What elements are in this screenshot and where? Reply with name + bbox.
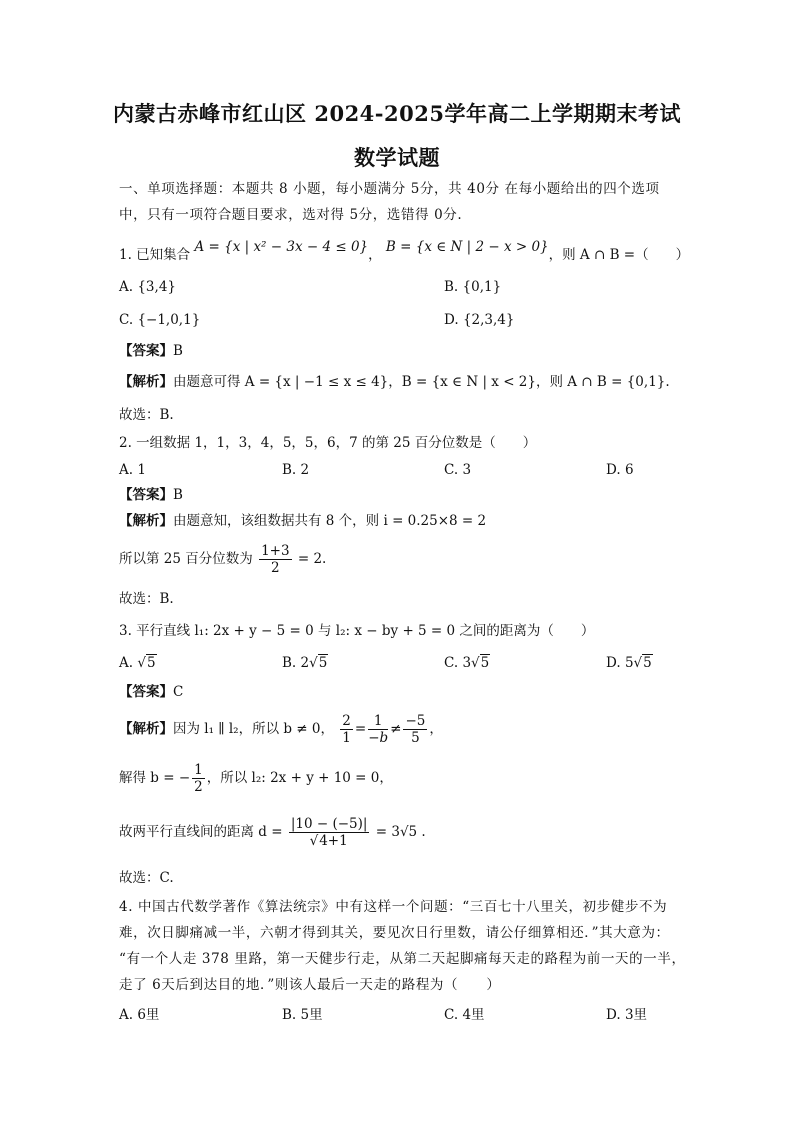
denominator: 5 xyxy=(411,730,420,746)
coef: 2 xyxy=(300,655,310,671)
option-text: 6里 xyxy=(137,1007,160,1023)
text: = 3√5 . xyxy=(375,824,426,840)
q3-option-d: D. 5√5 xyxy=(606,655,652,671)
q3-solve-line xyxy=(119,760,393,796)
q4-stem-line4: 走了 6天后到达目的地．”则该人最后一天走的路程为（ ） xyxy=(119,977,501,993)
q1-set-a: A = {x | x² − 3x − 4 ≤ 0} xyxy=(194,239,369,255)
option-label: C. xyxy=(444,1007,459,1023)
q4-option-b xyxy=(282,1006,323,1024)
option-label: C. xyxy=(119,312,134,328)
fraction xyxy=(192,762,205,795)
answer-tag: 【答案】 xyxy=(119,684,173,700)
option-label: A. xyxy=(119,462,134,478)
analysis-text: 由题意可得 A = {x | −1 ≤ x ≤ 4}，B = {x ∈ N | x < 2}，则 A ∩ B = {0,1}. xyxy=(173,374,670,390)
answer-value: B xyxy=(173,487,183,503)
numerator: 1+3 xyxy=(261,543,290,559)
analysis-tag: 【解析】 xyxy=(119,721,173,737)
q2-option-d xyxy=(606,461,634,479)
option-text: 1 xyxy=(137,462,146,478)
q1-option-a xyxy=(119,278,176,296)
q1-analysis xyxy=(119,373,670,391)
section-instructions-line1: 一、单项选择题：本题共 8 小题，每小题满分 5分，共 40分 在每小题给出的四个选项 xyxy=(119,181,660,197)
option-label: B. xyxy=(282,1007,297,1023)
option-label: B. xyxy=(444,279,459,295)
q4-stem-line2: 难，次日脚痛减一半，六朝才得到其关，要见次日行里数，请公仔细算相还．”其大意为： xyxy=(119,925,670,941)
option-text: {0,1} xyxy=(462,279,502,295)
option-text: {−1,0,1} xyxy=(137,312,201,328)
radicand: 5 xyxy=(318,655,328,671)
numerator: |10 − (−5)| xyxy=(290,816,368,832)
radicand: 4+1 xyxy=(319,833,348,849)
q4-option-d xyxy=(606,1006,647,1024)
q1-option-b xyxy=(444,278,501,296)
option-label: D. xyxy=(606,655,621,671)
q3-stem: 3. 平行直线 l₁: 2x + y − 5 = 0 与 l₂: x − by + 5 = 0 之间的距离为（ ） xyxy=(119,623,595,639)
numerator: 2 xyxy=(342,713,351,729)
q3-option-c: C. 3√5 xyxy=(444,655,490,671)
text: 所以第 25 百分位数为 xyxy=(119,551,253,567)
denominator: 2 xyxy=(271,560,280,576)
q4-option-c xyxy=(444,1006,485,1024)
denominator: 1 xyxy=(342,730,351,746)
q2-answer xyxy=(119,486,183,504)
option-text: 5里 xyxy=(300,1007,323,1023)
answer-tag: 【答案】 xyxy=(119,343,173,359)
q1-comma: ， xyxy=(368,247,382,263)
q2-option-b xyxy=(282,461,309,479)
option-label: D. xyxy=(606,462,621,478)
q4-stem-line3: “有一个人走 378 里路，第一天健步行走，从第二天起脚痛每天走的路程为前一天的一半， xyxy=(119,951,686,967)
q1-stem-prefix: 1. 已知集合 xyxy=(119,247,191,263)
option-text: {3,4} xyxy=(137,279,176,295)
q3-conclusion: 故选：C. xyxy=(119,870,174,886)
q2-option-a xyxy=(119,461,146,479)
not-equal-sign: ≠ xyxy=(390,721,402,737)
option-label: D. xyxy=(606,1007,621,1023)
option-label: D. xyxy=(444,312,459,328)
option-label: A. xyxy=(119,1007,134,1023)
option-text: 2 xyxy=(300,462,310,478)
q3-option-a: A. √5 xyxy=(119,655,156,671)
fraction xyxy=(340,713,353,746)
numerator: 1 xyxy=(194,762,203,778)
answer-value: C xyxy=(173,684,184,700)
option-text: 3 xyxy=(462,462,472,478)
q1-set-b: B = {x ∈ N | 2 − x > 0} xyxy=(385,239,549,255)
option-label: A. xyxy=(119,655,134,671)
text: 故两平行直线间的距离 d = xyxy=(119,824,283,840)
q4-stem-line1: 4. 中国古代数学著作《算法统宗》中有这样一个问题：“三百七十八里关，初步健步不为 xyxy=(119,899,668,915)
text: ，所以 l₂: 2x + y + 10 = 0， xyxy=(206,770,393,786)
fraction xyxy=(403,713,427,746)
q2-analysis-line2 xyxy=(119,542,326,576)
section-instructions-line2: 中，只有一项符合题目要求，选对得 5分，选错得 0分. xyxy=(119,207,463,223)
option-label: C. xyxy=(444,655,459,671)
fraction xyxy=(289,816,370,849)
option-text: 3里 xyxy=(624,1007,648,1023)
option-label: C. xyxy=(444,462,459,478)
q2-analysis xyxy=(119,512,486,530)
option-text: {2,3,4} xyxy=(462,312,515,328)
radicand: 5 xyxy=(146,655,156,671)
q2-stem: 2. 一组数据 1，1，3，4，5，5，6，7 的第 25 百分位数是（ ） xyxy=(119,435,537,451)
text: 解得 b = − xyxy=(119,770,191,786)
q3-option-b: B. 2√5 xyxy=(282,655,328,671)
q4-option-a xyxy=(119,1006,159,1024)
analysis-tag: 【解析】 xyxy=(119,374,173,390)
denominator: −b xyxy=(368,730,389,746)
coef: 3 xyxy=(462,655,472,671)
numerator: −5 xyxy=(405,713,426,729)
analysis-text: 由题意知，该组数据共有 8 个，则 i = 0.25×8 = 2 xyxy=(173,513,487,529)
q1-answer xyxy=(119,342,183,360)
denominator: 2 xyxy=(194,779,203,795)
text: ， xyxy=(429,721,443,737)
q1-conclusion: 故选：B. xyxy=(119,407,174,423)
q1-option-c xyxy=(119,311,200,329)
q3-analysis xyxy=(119,711,443,747)
analysis-tag: 【解析】 xyxy=(119,513,173,529)
q1-option-d xyxy=(444,311,514,329)
fraction xyxy=(368,713,388,746)
denominator: √4+1 xyxy=(309,833,348,849)
text: = 2. xyxy=(297,551,327,567)
option-text: 6 xyxy=(624,462,634,478)
answer-tag: 【答案】 xyxy=(119,487,173,503)
fraction xyxy=(259,543,292,576)
radicand: 5 xyxy=(480,655,490,671)
q2-option-c xyxy=(444,461,471,479)
radicand: 5 xyxy=(643,655,652,671)
option-label: B. xyxy=(282,655,297,671)
numerator: 1 xyxy=(368,713,388,730)
q1-stem xyxy=(119,239,690,264)
equals-sign: = xyxy=(354,721,367,737)
q3-answer xyxy=(119,683,183,701)
exam-subtitle: 数学试题 xyxy=(354,145,440,170)
option-label: A. xyxy=(119,279,134,295)
analysis-text: 因为 l₁ ∥ l₂，所以 b ≠ 0， xyxy=(173,721,334,737)
exam-title: 内蒙古赤峰市红山区 2024-2025学年高二上学期期末考试 xyxy=(113,101,681,126)
coef: 5 xyxy=(624,655,634,671)
option-label: B. xyxy=(282,462,297,478)
q1-stem-suffix: ，则 A ∩ B =（ ） xyxy=(548,247,690,263)
q3-distance-line xyxy=(119,812,426,852)
option-text: 4里 xyxy=(462,1007,485,1023)
q2-conclusion: 故选：B. xyxy=(119,591,174,607)
answer-value: B xyxy=(173,343,183,359)
